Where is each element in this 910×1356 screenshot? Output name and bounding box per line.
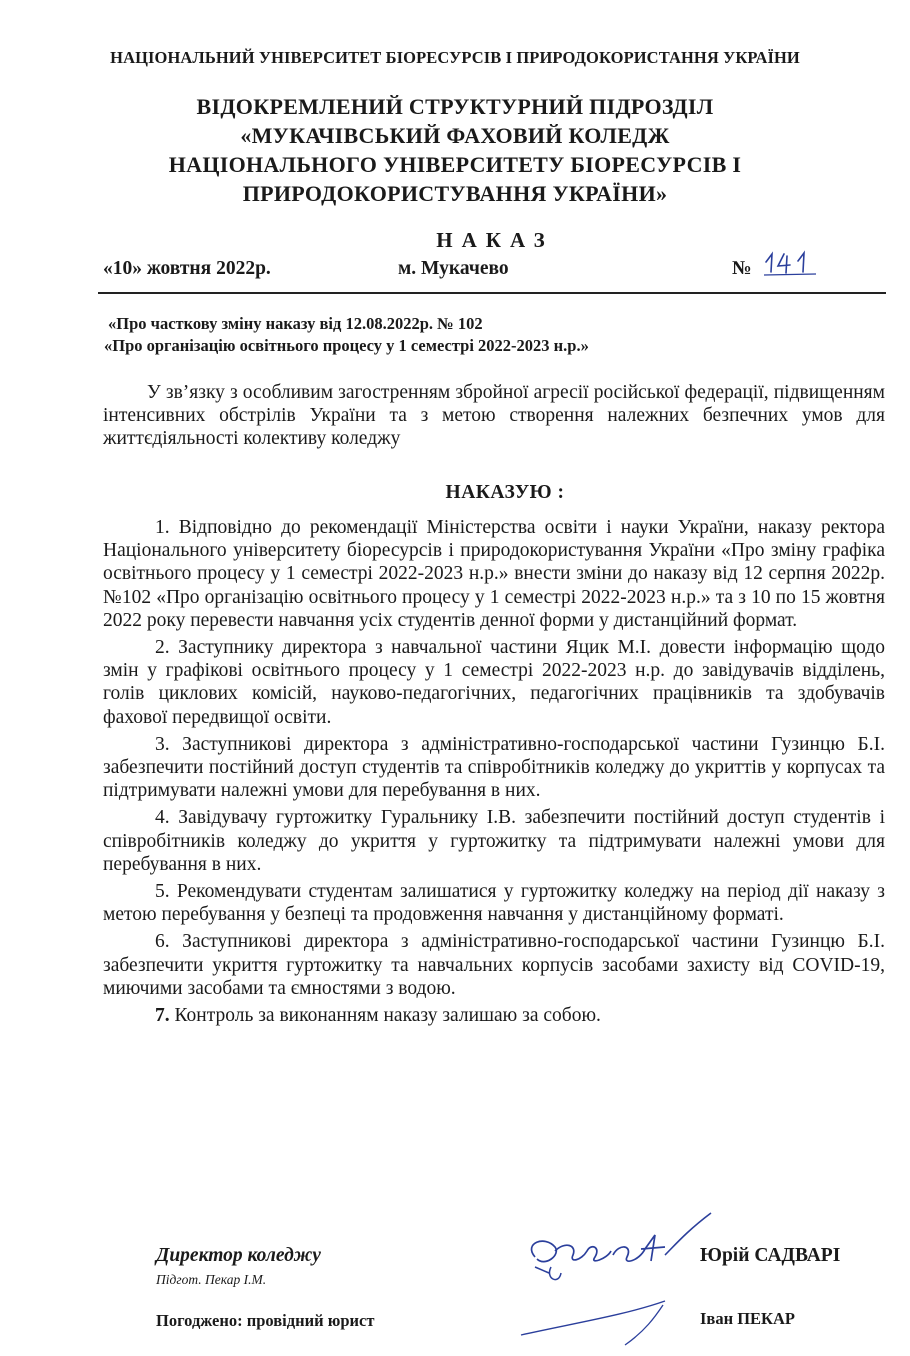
- order-number-handwritten: [762, 248, 818, 278]
- lawyer-name: Іван ПЕКАР: [700, 1309, 796, 1328]
- subdivision-line: НАЦІОНАЛЬНОГО УНІВЕРСИТЕТУ БІОРЕСУРСІВ І: [168, 152, 742, 177]
- order-item: 6. Заступникові директора з адміністративно-господарської частини Гузинцю Б.І. забезпечити укриття гуртожитку та навчальних корпусів засобами захисту від COVID-19, миючими засобами та ємностями з водою.: [103, 931, 885, 999]
- prepared-by: Підгот. Пекар І.М.: [156, 1272, 267, 1287]
- subject-line: «Про організацію освітнього процесу у 1 семестрі 2022-2023 н.р.»: [104, 336, 589, 355]
- subdivision-title: [0, 92, 910, 208]
- intro-paragraph: У зв’язку з особливим загостренням збройної агресії російської федерації, підвищенням інтенсивних обстрілів України та з метою створення належних безпечних умов для життєдіяльності колективу коледжу: [103, 382, 885, 450]
- header-divider: [98, 292, 886, 294]
- order-city: м. Мукачево: [398, 258, 509, 279]
- order-items: [103, 516, 885, 1031]
- order-date: «10» жовтня 2022р.: [103, 258, 271, 279]
- university-name: НАЦІОНАЛЬНИЙ УНІВЕРСИТЕТ БІОРЕСУРСІВ І ПРИРОДОКОРИСТАННЯ УКРАЇНИ: [110, 48, 800, 67]
- subject-line: «Про часткову зміну наказу від 12.08.2022р. № 102: [108, 314, 483, 333]
- order-item: 4. Завідувачу гуртожитку Гуральнику І.В. забезпечити постійний доступ студентів і співробітників коледжу до укриття у гуртожитку та підтримувати належні умови для перебування в них.: [103, 807, 885, 875]
- director-signature: [515, 1205, 745, 1355]
- order-heading: НАКАЗУЮ :: [445, 482, 565, 503]
- order-item: 1. Відповідно до рекомендації Міністерства освіти і науки України, наказу ректора Національного університету біоресурсів і природокористування України «Про зміну графіка освітнього процесу у 1 семестрі 2022-2023 н.р.» внести зміни до наказу від 12 серпня 2022р. №102 «Про організацію освітнього процесу у 1 семестрі 2022-2023 н.р.» та з 10 по 15 жовтня 2022 року перевести навчання усіх студентів денної форми у дистанційний формат.: [103, 517, 885, 631]
- order-item: [103, 1004, 885, 1027]
- director-name: Юрій САДВАРІ: [700, 1245, 841, 1266]
- director-label: Директор коледжу: [156, 1245, 321, 1266]
- agreed-label: Погоджено: провідний юрист: [156, 1311, 375, 1330]
- order-item-number: 7.: [155, 1005, 170, 1027]
- order-subject: [104, 313, 589, 357]
- order-item: 3. Заступникові директора з адміністративно-господарської частини Гузинцю Б.І. забезпечити постійний доступ студентів та співробітників коледжу до укриттів у корпусах та підтримувати належні умови для перебування в них.: [103, 733, 885, 802]
- order-title: НАКАЗ: [436, 228, 554, 252]
- subdivision-line: ВІДОКРЕМЛЕНИЙ СТРУКТУРНИЙ ПІДРОЗДІЛ: [196, 94, 714, 119]
- subdivision-line: «МУКАЧІВСЬКИЙ ФАХОВИЙ КОЛЕДЖ: [240, 123, 670, 148]
- order-item: 5. Рекомендувати студентам залишатися у гуртожитку коледжу на період дії наказу з метою перебування у безпеці та продовження навчання у дистанційному форматі.: [103, 881, 885, 926]
- subdivision-line: ПРИРОДОКОРИСТУВАННЯ УКРАЇНИ»: [242, 181, 668, 206]
- order-number-label: №: [732, 258, 752, 279]
- order-item: 2. Заступнику директора з навчальної частини Яцик М.І. довести інформацію щодо змін у графікові освітнього процесу у 1 семестрі 2022-2023 н.р. до завідувачів відділень, голів циклових комісій, науково-педагогічних, педагогічних працівників та здобувачів фахової передвищої освіти.: [103, 637, 885, 728]
- order-item-text: Контроль за виконанням наказу залишаю за собою.: [169, 1005, 601, 1027]
